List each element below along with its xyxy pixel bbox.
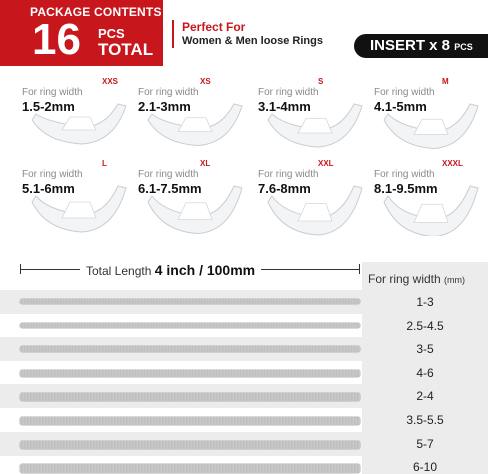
spring-coil [20, 417, 360, 425]
spring-width-value: 6-10 [412, 460, 438, 474]
spring-width-value: 3.5-5.5 [406, 413, 444, 427]
insert-range: 6.1-7.5mm [138, 181, 202, 196]
ring-insert-card [254, 74, 368, 154]
spring-coil [20, 299, 360, 304]
spring-width-value: 2-4 [416, 389, 434, 404]
perfect-for-desc: Women & Men loose Rings [182, 35, 323, 47]
ring-insert-card [134, 74, 248, 154]
width-column-title: For ring width [368, 272, 441, 286]
ring-insert-icon [254, 74, 368, 154]
insert-range: 7.6-8mm [258, 181, 311, 196]
package-badge [0, 0, 163, 66]
spring-width-value: 5-7 [416, 436, 434, 451]
spring-coil [20, 464, 360, 473]
insert-for-label: For ring width [22, 169, 83, 180]
insert-range: 5.1-6mm [22, 181, 75, 196]
ring-insert-card [134, 156, 248, 236]
spring-coil [20, 346, 360, 352]
spring-coil [20, 441, 360, 450]
insert-size-label: XXL [318, 159, 334, 168]
ring-insert-card [18, 156, 132, 236]
insert-size-label: XXXL [442, 159, 463, 168]
package-total: TOTAL [98, 40, 154, 59]
total-length-label: Total Length [86, 264, 152, 278]
insert-range: 8.1-9.5mm [374, 181, 438, 196]
width-column-unit: (mm) [444, 275, 466, 285]
insert-for-label: For ring width [138, 87, 199, 98]
insert-for-label: For ring width [374, 169, 435, 180]
spring-width-value: 4-6 [416, 365, 434, 380]
ring-insert-card [18, 74, 132, 154]
insert-count-unit: PCS [454, 42, 473, 52]
ring-insert-icon [134, 74, 248, 154]
insert-count-label: INSERT x 8 [370, 37, 451, 54]
insert-range: 1.5-2mm [22, 99, 75, 114]
spring-width-value: 3-5 [416, 342, 434, 357]
spring-coil [20, 370, 360, 377]
ring-insert-card [370, 74, 484, 154]
perfect-for-label: Perfect For [182, 20, 246, 34]
insert-size-label: XS [200, 77, 211, 86]
insert-size-label: S [318, 77, 324, 86]
ring-insert-card [254, 156, 368, 236]
insert-for-label: For ring width [258, 87, 319, 98]
insert-range: 4.1-5mm [374, 99, 427, 114]
ring-insert-icon [18, 74, 132, 154]
insert-for-label: For ring width [138, 169, 199, 180]
insert-range: 3.1-4mm [258, 99, 311, 114]
insert-count-badge [354, 34, 488, 58]
package-title: PACKAGE CONTENTS [30, 5, 162, 19]
spring-width-value: 2.5-4.5 [406, 318, 444, 333]
package-count: 16 [32, 15, 81, 64]
width-column-header [368, 272, 465, 286]
ring-insert-icon [134, 156, 248, 236]
insert-for-label: For ring width [374, 87, 435, 98]
perfect-for-block [172, 20, 323, 48]
insert-size-label: L [102, 159, 107, 168]
insert-size-label: XL [200, 159, 211, 168]
total-length-label-wrap [80, 262, 261, 278]
ring-insert-card [370, 156, 484, 236]
total-length-value: 4 inch / 100mm [154, 262, 256, 278]
ring-insert-icon [370, 74, 484, 154]
insert-range: 2.1-3mm [138, 99, 191, 114]
package-pcs: PCS [98, 26, 125, 41]
spring-coil [20, 393, 360, 400]
insert-for-label: For ring width [22, 87, 83, 98]
ring-insert-icon [18, 156, 132, 236]
spring-width-value: 1-3 [416, 295, 434, 309]
spring-coil [20, 323, 360, 329]
insert-for-label: For ring width [258, 169, 319, 180]
insert-size-label: XXS [102, 77, 119, 86]
ring-insert-icon [370, 156, 484, 236]
insert-size-label: M [442, 77, 449, 86]
ring-insert-icon [254, 156, 368, 236]
